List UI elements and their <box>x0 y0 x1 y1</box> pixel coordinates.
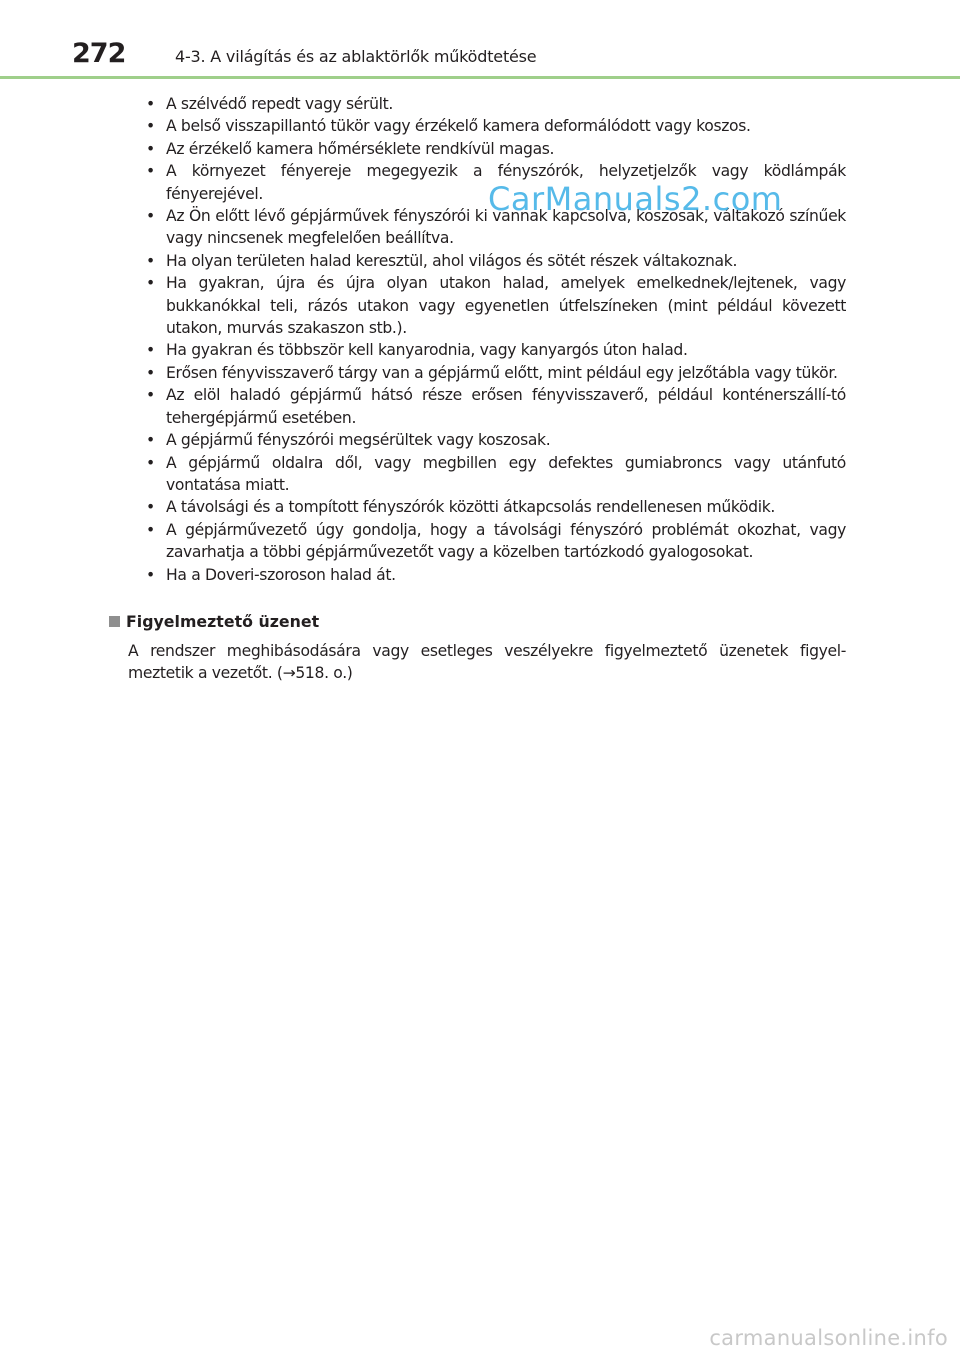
condition-list <box>146 93 846 586</box>
footer-watermark: carmanualsonline.info <box>709 1326 948 1350</box>
list-item: • A gépjárművezető úgy gondolja, hogy a távolsági fényszóró problémát okozhat, vagy zavarhatja a többi gépjárművezetőt vagy a közelben tartózkodó gyalogosokat. <box>146 519 846 564</box>
header-divider <box>0 76 960 79</box>
list-item: • Az elöl haladó gépjármű hátsó része erősen fényvisszaverő, például konténerszállí-tó tehergépjármű esetében. <box>146 384 846 429</box>
list-item: • A gépjármű fényszórói megsérültek vagy koszosak. <box>146 429 846 451</box>
list-item: • A környezet fényereje megegyezik a fényszórók, helyzetjelzők vagy ködlámpák fényerejével. <box>146 160 846 205</box>
list-item: • Erősen fényvisszaverő tárgy van a gépjármű előtt, mint például egy jelzőtábla vagy tükör. <box>146 362 846 384</box>
page-header <box>0 0 960 80</box>
section-body-text: A rendszer meghibásodására vagy esetleges veszélyekre figyelmeztető üzenetek figyel-meztetik a vezetőt. (→518. o.) <box>128 642 846 683</box>
square-bullet-icon <box>109 616 120 627</box>
page-number: 272 <box>72 38 126 69</box>
list-item: • Ha gyakran, újra és újra olyan utakon halad, amelyek emelkednek/lejtenek, vagy bukkanókkal teli, rázós utakon vagy egyenetlen útfelszíneken (mint például kövezett utakon, murvás szakaszon stb.). <box>146 272 846 339</box>
chapter-title: 4-3. A világítás és az ablaktörlők működtetése <box>175 47 537 66</box>
list-item: • Ha olyan területen halad keresztül, ahol világos és sötét részek váltakoznak. <box>146 250 846 272</box>
list-item: • Az érzékelő kamera hőmérséklete rendkívül magas. <box>146 138 846 160</box>
list-item: • Az Ön előtt lévő gépjárművek fényszórói ki vannak kapcsolva, koszosak, váltakozó színűek vagy nincsenek megfelelően beállítva. <box>146 205 846 250</box>
list-item: • Ha a Doveri-szoroson halad át. <box>146 564 846 586</box>
list-item: • Ha gyakran és többször kell kanyarodnia, vagy kanyargós úton halad. <box>146 339 846 361</box>
list-item: • A távolsági és a tompított fényszórók közötti átkapcsolás rendellenesen működik. <box>146 496 846 518</box>
list-item: • A belső visszapillantó tükör vagy érzékelő kamera deformálódott vagy koszos. <box>146 115 846 137</box>
section-heading <box>109 612 319 631</box>
watermark-logo: CarManuals2.com <box>488 180 783 218</box>
list-item: • A szélvédő repedt vagy sérült. <box>146 93 846 115</box>
section-heading-text: Figyelmeztető üzenet <box>126 612 320 631</box>
list-item: • A gépjármű oldalra dől, vagy megbillen egy defektes gumiabroncs vagy utánfutó vontatása miatt. <box>146 452 846 497</box>
